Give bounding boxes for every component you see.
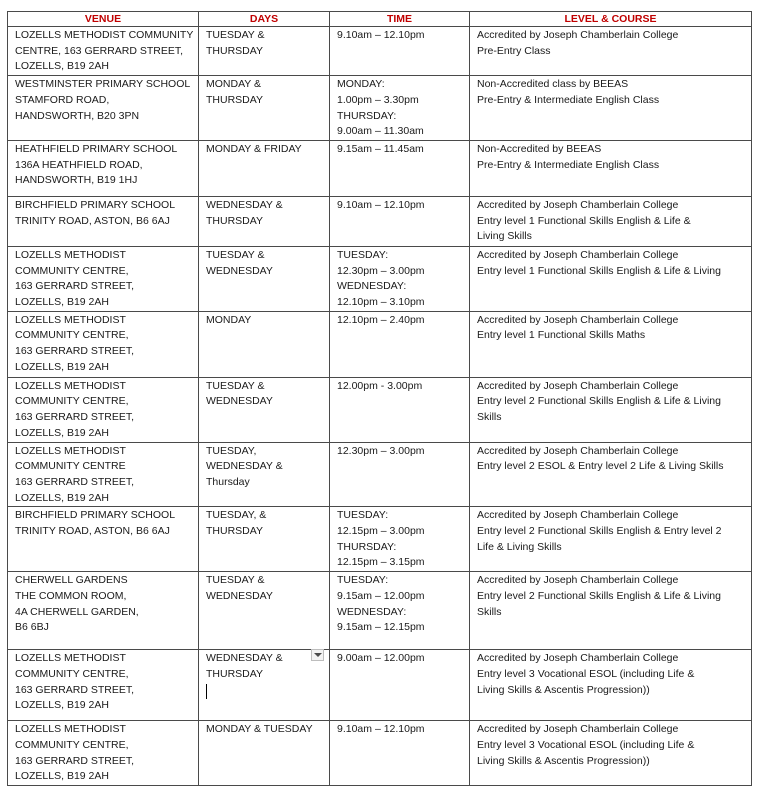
- days-cell: WEDNESDAY & THURSDAY: [199, 196, 330, 246]
- days-cell: MONDAY & TUESDAY: [199, 721, 330, 786]
- time-cell: 9.10am – 12.10pm: [330, 196, 470, 246]
- table-row: [8, 377, 752, 442]
- time-cell: TUESDAY: 12.15pm – 3.00pm THURSDAY: 12.15pm – 3.15pm: [330, 507, 470, 572]
- table-row: [8, 442, 752, 507]
- course-cell: Accredited by Joseph Chamberlain College Entry level 2 Functional Skills English & Life & Living Skills: [470, 377, 752, 442]
- time-cell: 12.30pm – 3.00pm: [330, 442, 470, 507]
- table-row: [8, 196, 752, 246]
- venue-cell: LOZELLS METHODIST COMMUNITY CENTRE 163 GERRARD STREET, LOZELLS, B19 2AH: [8, 442, 199, 507]
- venue-cell: BIRCHFIELD PRIMARY SCHOOL TRINITY ROAD, ASTON, B6 6AJ: [8, 507, 199, 572]
- table-row: [8, 721, 752, 786]
- table-row: [8, 650, 752, 721]
- header-row: [8, 12, 752, 27]
- course-cell: Non-Accredited class by BEEAS Pre-Entry & Intermediate English Class: [470, 76, 752, 141]
- days-cell-editing[interactable]: [199, 650, 330, 721]
- text-cursor: [206, 684, 207, 699]
- days-cell: MONDAY & THURSDAY: [199, 76, 330, 141]
- venue-cell: LOZELLS METHODIST COMMUNITY CENTRE, 163 GERRARD STREET, LOZELLS, B19 2AH: [8, 311, 199, 377]
- course-cell: Accredited by Joseph Chamberlain College Pre-Entry Class: [470, 27, 752, 76]
- course-cell: Accredited by Joseph Chamberlain College Entry level 2 Functional Skills English & Life & Living Skills: [470, 572, 752, 650]
- time-cell: TUESDAY: 12.30pm – 3.00pm WEDNESDAY: 12.10pm – 3.10pm: [330, 246, 470, 311]
- time-text: 9.00am – 12.00pm: [337, 652, 425, 665]
- cell-dropdown-button[interactable]: [311, 649, 324, 661]
- time-cell: 12.00pm - 3.00pm: [330, 377, 470, 442]
- course-cell: Accredited by Joseph Chamberlain College Entry level 1 Functional Skills Maths: [470, 311, 752, 377]
- header-days: DAYS: [199, 12, 330, 27]
- days-cell: TUESDAY & WEDNESDAY: [199, 572, 330, 650]
- course-cell: Accredited by Joseph Chamberlain College Entry level 2 Functional Skills English & Entry level 2 Life & Living Skills: [470, 507, 752, 572]
- header-time: TIME: [330, 12, 470, 27]
- venue-cell: LOZELLS METHODIST COMMUNITY CENTRE, 163 GERRARD STREET, LOZELLS, B19 2AH: [8, 650, 199, 721]
- venue-cell: LOZELLS METHODIST COMMUNITY CENTRE, 163 GERRARD STREET, LOZELLS, B19 2AH: [8, 246, 199, 311]
- table-row: [8, 246, 752, 311]
- table-row: [8, 27, 752, 76]
- time-cell: MONDAY: 1.00pm – 3.30pm THURSDAY: 9.00am – 11.30am: [330, 76, 470, 141]
- time-cell: 9.10am – 12.10pm: [330, 721, 470, 786]
- course-cell: Accredited by Joseph Chamberlain College Entry level 3 Vocational ESOL (including Life & Living Skills & Ascentis Progression)): [470, 721, 752, 786]
- venue-cell: WESTMINSTER PRIMARY SCHOOL STAMFORD ROAD, HANDSWORTH, B20 3PN: [8, 76, 199, 141]
- days-cell: TUESDAY & WEDNESDAY: [199, 246, 330, 311]
- days-cell: MONDAY: [199, 311, 330, 377]
- course-cell: Accredited by Joseph Chamberlain College Entry level 1 Functional Skills English & Life & Living Skills: [470, 196, 752, 246]
- days-text[interactable]: WEDNESDAY & THURSDAY: [206, 652, 283, 680]
- course-cell: Accredited by Joseph Chamberlain College Entry level 3 Vocational ESOL (including Life & Living Skills & Ascentis Progression)): [470, 650, 752, 721]
- table-row: [8, 507, 752, 572]
- table-row: [8, 311, 752, 377]
- venue-cell: BIRCHFIELD PRIMARY SCHOOL TRINITY ROAD, ASTON, B6 6AJ: [8, 196, 199, 246]
- table-row: [8, 572, 752, 650]
- venue-cell: LOZELLS METHODIST COMMUNITY CENTRE, 163 GERRARD STREET, LOZELLS, B19 2AH: [8, 377, 199, 442]
- time-cell: [330, 650, 470, 721]
- days-cell: TUESDAY, WEDNESDAY & Thursday: [199, 442, 330, 507]
- venue-cell: LOZELLS METHODIST COMMUNITY CENTRE, 163 GERRARD STREET, LOZELLS, B19 2AH: [8, 27, 199, 76]
- venue-cell: HEATHFIELD PRIMARY SCHOOL 136A HEATHFIELD ROAD, HANDSWORTH, B19 1HJ: [8, 140, 199, 196]
- days-cell: TUESDAY & WEDNESDAY: [199, 377, 330, 442]
- days-cell: MONDAY & FRIDAY: [199, 140, 330, 196]
- time-cell: 9.10am – 12.10pm: [330, 27, 470, 76]
- course-cell: Non-Accredited by BEEAS Pre-Entry & Intermediate English Class: [470, 140, 752, 196]
- table-row: [8, 76, 752, 141]
- time-cell: 9.15am – 11.45am: [330, 140, 470, 196]
- time-cell: 12.10pm – 2.40pm: [330, 311, 470, 377]
- venue-cell: CHERWELL GARDENS THE COMMON ROOM, 4A CHERWELL GARDEN, B6 6BJ: [8, 572, 199, 650]
- header-course: LEVEL & COURSE: [470, 12, 752, 27]
- time-cell: TUESDAY: 9.15am – 12.00pm WEDNESDAY: 9.15am – 12.15pm: [330, 572, 470, 650]
- header-venue: VENUE: [8, 12, 199, 27]
- venue-cell: LOZELLS METHODIST COMMUNITY CENTRE, 163 GERRARD STREET, LOZELLS, B19 2AH: [8, 721, 199, 786]
- course-schedule-table: [7, 11, 752, 786]
- course-cell: Accredited by Joseph Chamberlain College Entry level 2 ESOL & Entry level 2 Life & Living Skills: [470, 442, 752, 507]
- days-cell: TUESDAY, & THURSDAY: [199, 507, 330, 572]
- days-cell: TUESDAY & THURSDAY: [199, 27, 330, 76]
- course-cell: Accredited by Joseph Chamberlain College Entry level 1 Functional Skills English & Life & Living: [470, 246, 752, 311]
- table-row: [8, 140, 752, 196]
